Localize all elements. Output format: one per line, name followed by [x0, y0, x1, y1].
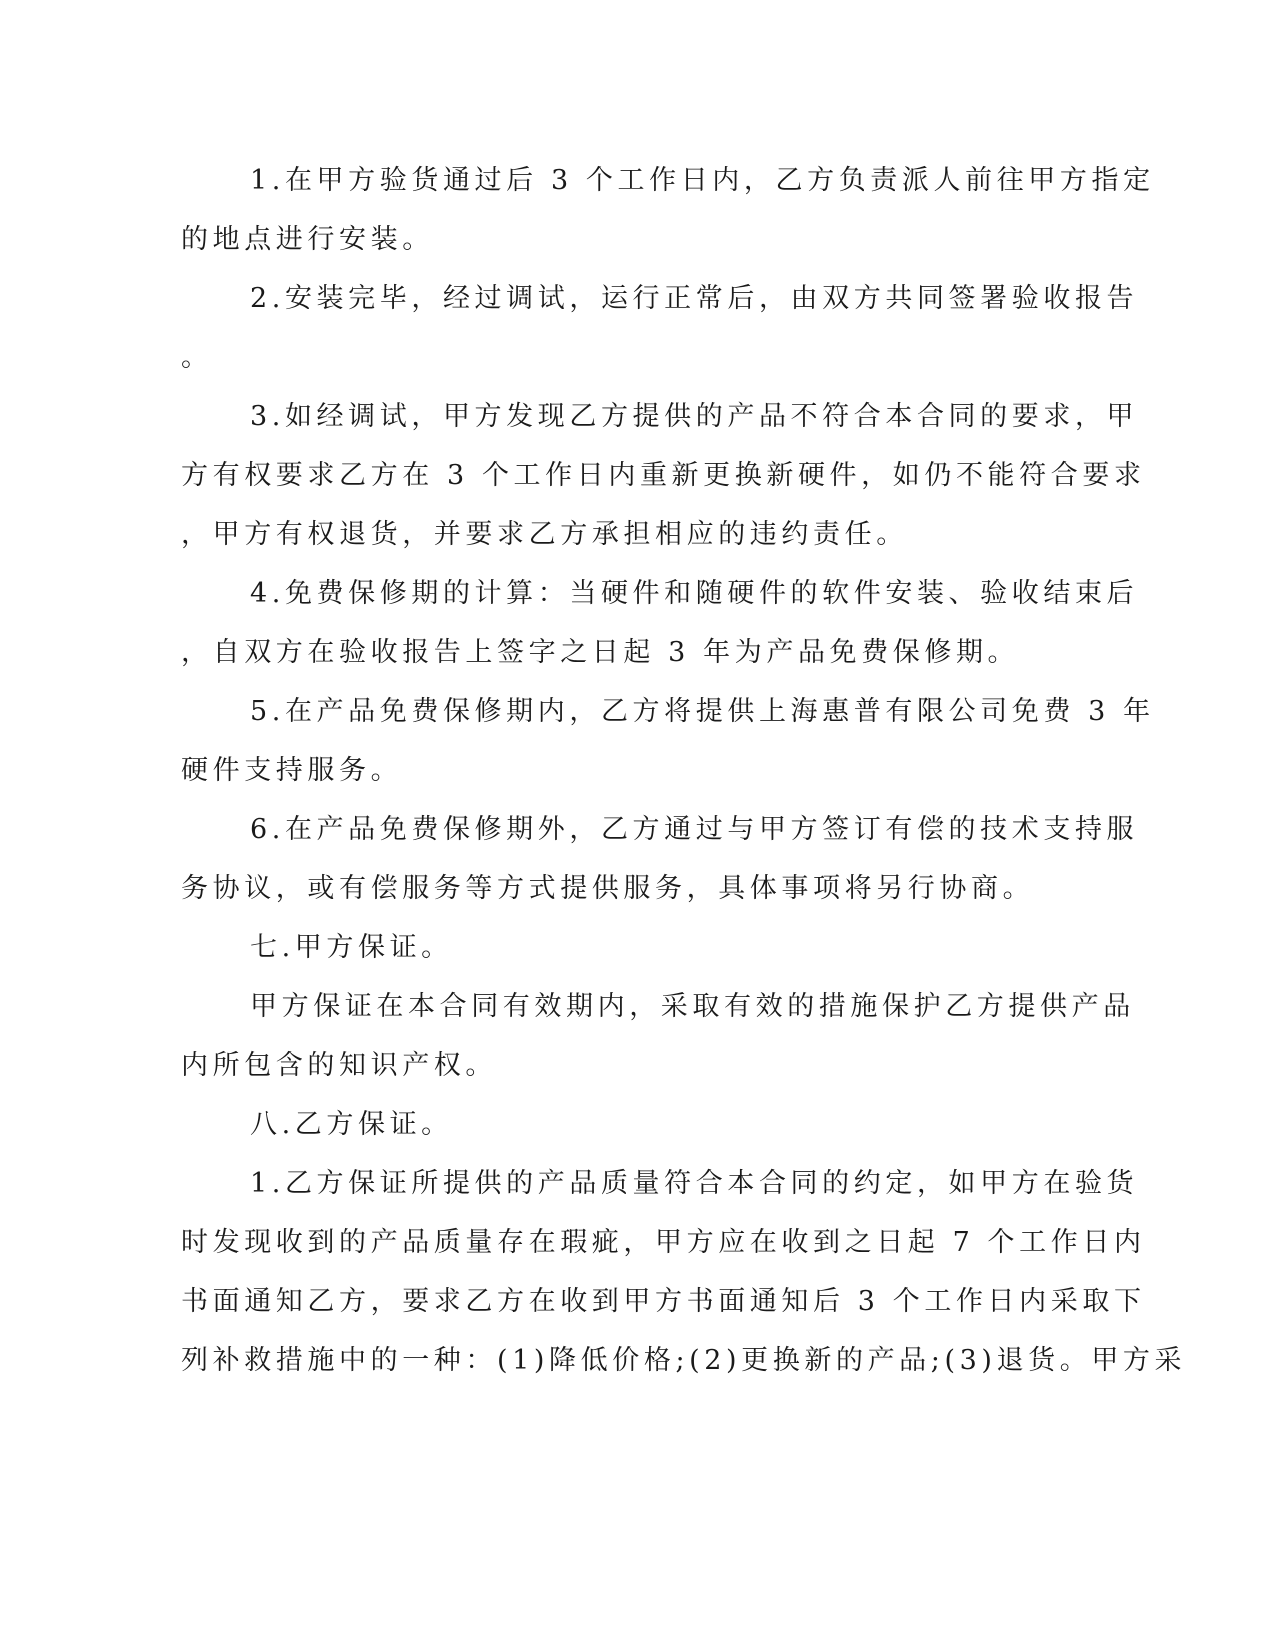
text-line: 2.安装完毕，经过调试，运行正常后，由双方共同签署验收报告	[250, 283, 1139, 314]
text-line: 硬件支持服务。	[181, 755, 403, 786]
text-line: 方有权要求乙方在 3 个工作日内重新更换新硬件，如仍不能符合要求	[181, 460, 1146, 491]
text-line: 3.如经调试，甲方发现乙方提供的产品不符合本合同的要求，甲	[250, 401, 1139, 432]
text-line: 1.在甲方验货通过后 3 个工作日内，乙方负责派人前往甲方指定	[250, 165, 1155, 196]
text-line: ，自双方在验收报告上签字之日起 3 年为产品免费保修期。	[181, 637, 1020, 668]
text-line: 内所包含的知识产权。	[181, 1050, 497, 1081]
text-line: 。	[181, 342, 213, 373]
text-line: ，甲方有权退货，并要求乙方承担相应的违约责任。	[181, 519, 908, 550]
text-line: 时发现收到的产品质量存在瑕疵，甲方应在收到之日起 7 个工作日内	[181, 1227, 1146, 1258]
text-line: 4.免费保修期的计算：当硬件和随硬件的软件安装、验收结束后	[250, 578, 1139, 609]
text-line: 1.乙方保证所提供的产品质量符合本合同的约定，如甲方在验货	[250, 1168, 1139, 1199]
text-line: 务协议，或有偿服务等方式提供服务，具体事项将另行协商。	[181, 873, 1035, 904]
text-line: 5.在产品免费保修期内，乙方将提供上海惠普有限公司免费 3 年	[250, 696, 1155, 727]
text-line: 6.在产品免费保修期外，乙方通过与甲方签订有偿的技术支持服	[250, 814, 1139, 845]
section-heading: 七.甲方保证。	[250, 932, 453, 963]
text-line: 甲方保证在本合同有效期内，采取有效的措施保护乙方提供产品	[250, 991, 1135, 1022]
text-line: 书面通知乙方，要求乙方在收到甲方书面通知后 3 个工作日内采取下	[181, 1286, 1146, 1317]
text-line: 的地点进行安装。	[181, 224, 434, 255]
text-line: 列补救措施中的一种：(1)降低价格;(2)更换新的产品;(3)退货。甲方采	[181, 1345, 1187, 1376]
section-heading: 八.乙方保证。	[250, 1109, 453, 1140]
